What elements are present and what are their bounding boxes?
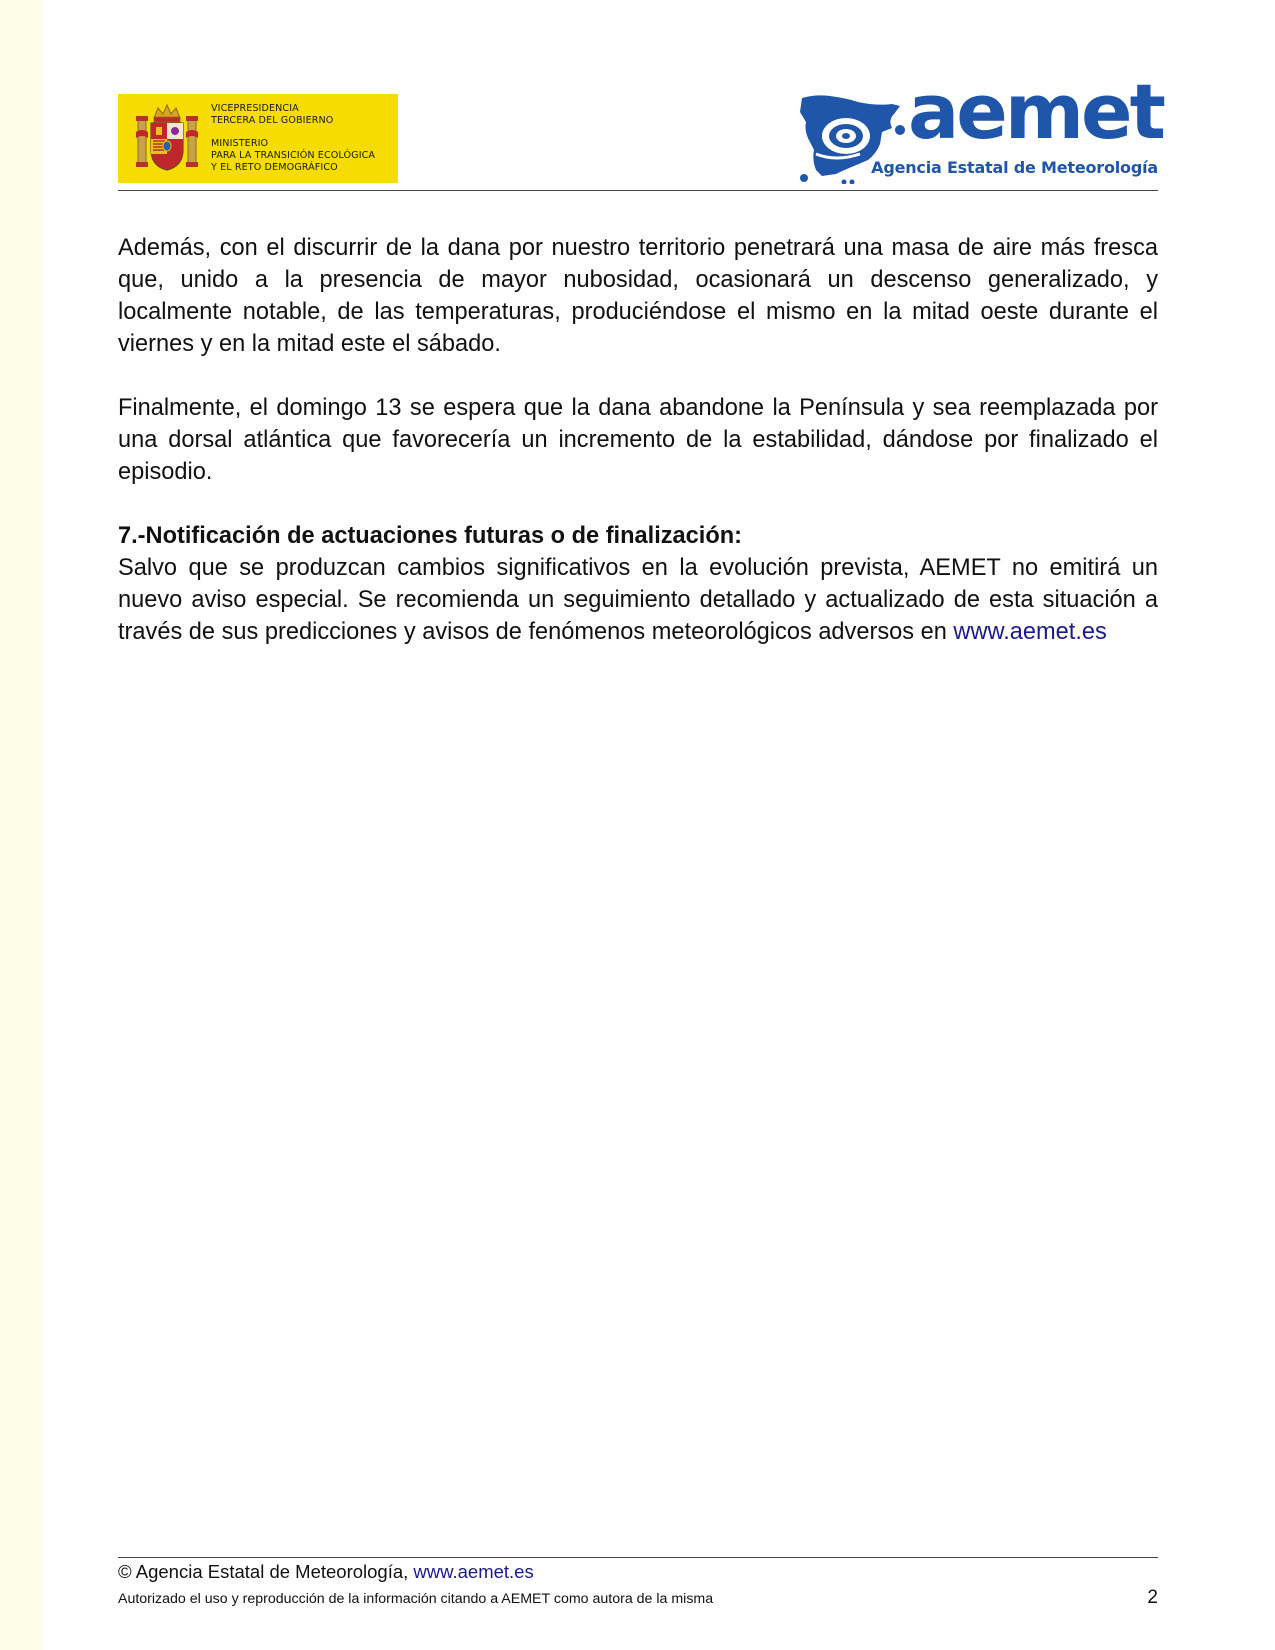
copyright-text: © Agencia Estatal de Meteorología, (118, 1561, 414, 1582)
document-body (118, 232, 1158, 648)
paragraph-temperatures: Además, con el discurrir de la dana por nuestro territorio penetrará una masa de aire más fresca que, unido a la presencia de mayor nubosidad, ocasionará un descenso generalizado, y localmente notable, de las temperaturas, produciéndose el mismo en la mitad oeste durante el viernes y en la mitad este el sábado. (118, 235, 1158, 357)
section-7-heading: 7.-Notificación de actuaciones futuras o de finalización: (118, 523, 743, 549)
spain-coat-of-arms-icon (134, 102, 200, 174)
government-logo (118, 94, 398, 183)
gov-line: TERCERA DEL GOBIERNO (211, 115, 334, 126)
gov-line: PARA LA TRANSICIÓN ECOLÓGICA (211, 150, 376, 161)
section-7-body: Salvo que se produzcan cambios significativos en la evolución prevista, AEMET no emitirá un nuevo aviso especial. Se recomienda un seguimiento detallado y actualizado de esta situación a través de sus predicciones y avisos de fenómenos meteorológicos adversos en (118, 555, 1158, 645)
gov-line: MINISTERIO (211, 138, 269, 149)
aemet-subtitle: Agencia Estatal de Meteorología (871, 158, 1158, 177)
footer-usage-note: Autorizado el uso y reproducción de la información citando a AEMET como autora de la misma (118, 1591, 714, 1607)
paragraph-end-of-episode: Finalmente, el domingo 13 se espera que la dana abandone la Península y sea reemplazada por una dorsal atlántica que favorecería un incremento de la estabilidad, dándose por finalizado el episodio. (118, 395, 1158, 485)
footer-copyright (118, 1561, 534, 1583)
page-number: 2 (1147, 1587, 1158, 1608)
aemet-wordmark: aemet (908, 67, 1163, 156)
aemet-logo (796, 67, 1163, 185)
government-logo-text (211, 103, 396, 174)
gov-line: VICEPRESIDENCIA (211, 103, 299, 114)
aemet-website-link[interactable]: www.aemet.es (953, 619, 1107, 645)
header-divider (118, 190, 1158, 191)
footer-divider (118, 1557, 1158, 1558)
gov-line: Y EL RETO DEMOGRÁFICO (211, 162, 338, 173)
footer-website-link[interactable]: www.aemet.es (413, 1561, 534, 1582)
section-7-text (118, 552, 1158, 648)
